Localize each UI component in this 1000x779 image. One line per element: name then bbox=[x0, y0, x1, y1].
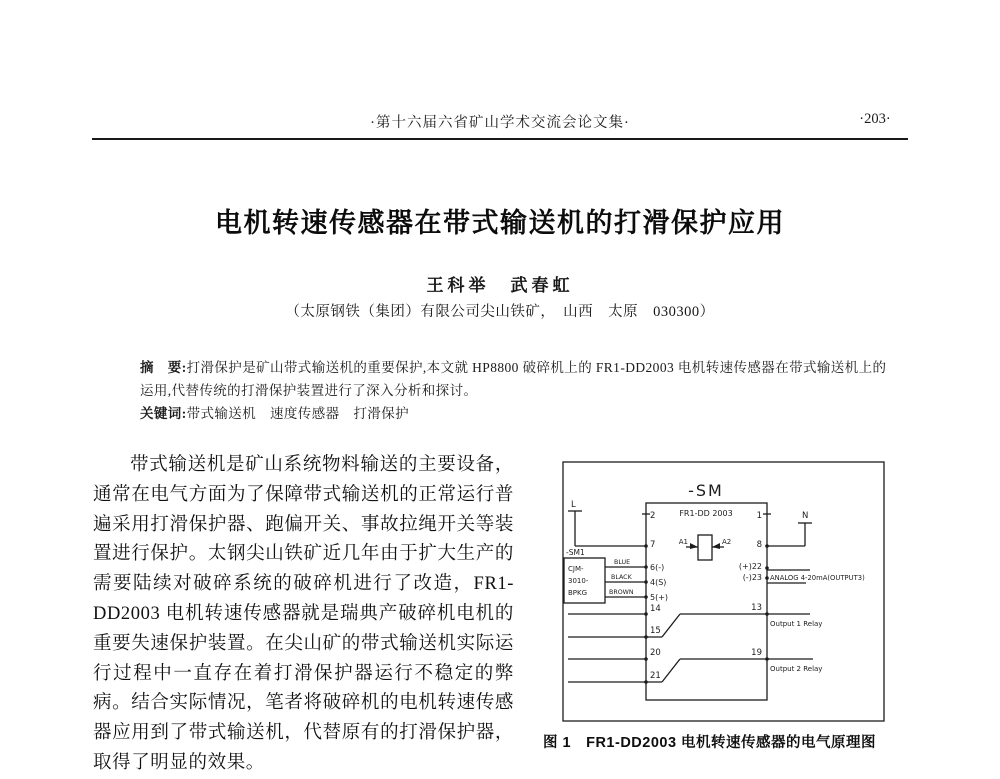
relay1-contact-arm bbox=[662, 614, 680, 637]
paper-title: 电机转速传感器在带式输送机的打滑保护应用 bbox=[215, 208, 785, 238]
body-paragraph: 带式输送机是矿山系统物料输送的主要设备，通常在电气方面为了保障带式输送机的正常运行普遍采用打滑保护器、跑偏开关、事故拉绳开关等装置进行保护。太钢尖山铁矿近几年由于扩大生产的需要陆续对破碎系统的破碎机进行了改造，FR1-DD2003 电机转速传感器就是瑞典产破碎机电机的重要失速保护装置。在尖山矿的带式输送机实际运行过程中一直存在着打滑保护器运行不稳定的弊病。结合实际情况，笔者将破碎机的电机转速传感器应用到了带式输送机，代替原有的打滑保护器，取得了明显的效果。 bbox=[93, 455, 514, 773]
wire-brown-label: BROWN bbox=[609, 589, 634, 596]
terminal-n-label: N bbox=[802, 511, 809, 521]
coil-a1-label: A1 bbox=[678, 538, 688, 546]
pin-label-4: 4(S) bbox=[650, 578, 667, 587]
authors: 王科举 武春虹 bbox=[426, 276, 574, 295]
pin-label-7: 7 bbox=[650, 540, 656, 550]
pin-label-15: 15 bbox=[650, 626, 661, 636]
sensor-tag: -SM1 bbox=[566, 548, 585, 557]
pin-label-14: 14 bbox=[650, 604, 661, 614]
pin-label-19: 19 bbox=[751, 648, 762, 658]
analog-output-label: ANALOG 4-20mA(OUTPUT3) bbox=[770, 574, 865, 582]
module-label: -SM bbox=[688, 481, 724, 500]
coil-a2-label: A2 bbox=[722, 538, 732, 546]
keywords-text: 带式输送机 速度传感器 打滑保护 bbox=[186, 406, 410, 421]
abstract-label: 摘 要: bbox=[140, 360, 187, 375]
pin-label-2: 2 bbox=[650, 511, 656, 521]
sensor-model-line1: CJM- bbox=[568, 565, 584, 573]
wire-black-label: BLACK bbox=[611, 574, 632, 581]
pin-label-22: (+)22 bbox=[738, 562, 762, 571]
pin-label-23: (-)23 bbox=[742, 573, 762, 582]
relay-coil bbox=[698, 535, 712, 560]
pin-label-20: 20 bbox=[650, 648, 661, 658]
relay2-contact-arm bbox=[662, 659, 680, 682]
keywords-line bbox=[140, 402, 892, 425]
circuit-diagram bbox=[558, 456, 890, 726]
abstract-text: 打滑保护是矿山带式输送机的重要保护,本文就 HP8800 破碎机上的 FR1-DD2003 电机转速传感器在带式输送机上的运用,代替传统的打滑保护装置进行了深入分析和探讨。 bbox=[140, 360, 887, 398]
pin-label-13: 13 bbox=[751, 603, 762, 613]
running-head: ·第十六届六省矿山学术交流会论文集· bbox=[370, 115, 630, 131]
pin-label-21: 21 bbox=[650, 671, 661, 681]
relay-output-1-label: Output 1 Relay bbox=[770, 620, 823, 628]
header-rule bbox=[92, 138, 908, 140]
pin-label-8: 8 bbox=[756, 540, 762, 550]
pin-label-6: 6(-) bbox=[650, 563, 665, 572]
page-number: ·203· bbox=[859, 111, 891, 127]
sensor-model-line3: BPKG bbox=[568, 589, 588, 597]
figure-caption: 图 1 FR1-DD2003 电机转速传感器的电气原理图 bbox=[543, 735, 877, 751]
keywords-label: 关键词: bbox=[140, 406, 187, 421]
pin-label-1: 1 bbox=[756, 511, 762, 521]
relay-output-2-label: Output 2 Relay bbox=[770, 665, 823, 673]
pin-label-5: 5(+) bbox=[650, 593, 669, 602]
abstract-block bbox=[140, 356, 892, 425]
sensor-model-line2: 3010- bbox=[568, 577, 589, 585]
abstract-line bbox=[140, 356, 892, 402]
terminal-l-label: L bbox=[571, 500, 576, 510]
device-label: FR1-DD 2003 bbox=[679, 509, 733, 518]
wire-blue-label: BLUE bbox=[614, 559, 631, 566]
affiliation: （太原钢铁（集团）有限公司尖山铁矿， 山西 太原 030300） bbox=[285, 304, 715, 320]
